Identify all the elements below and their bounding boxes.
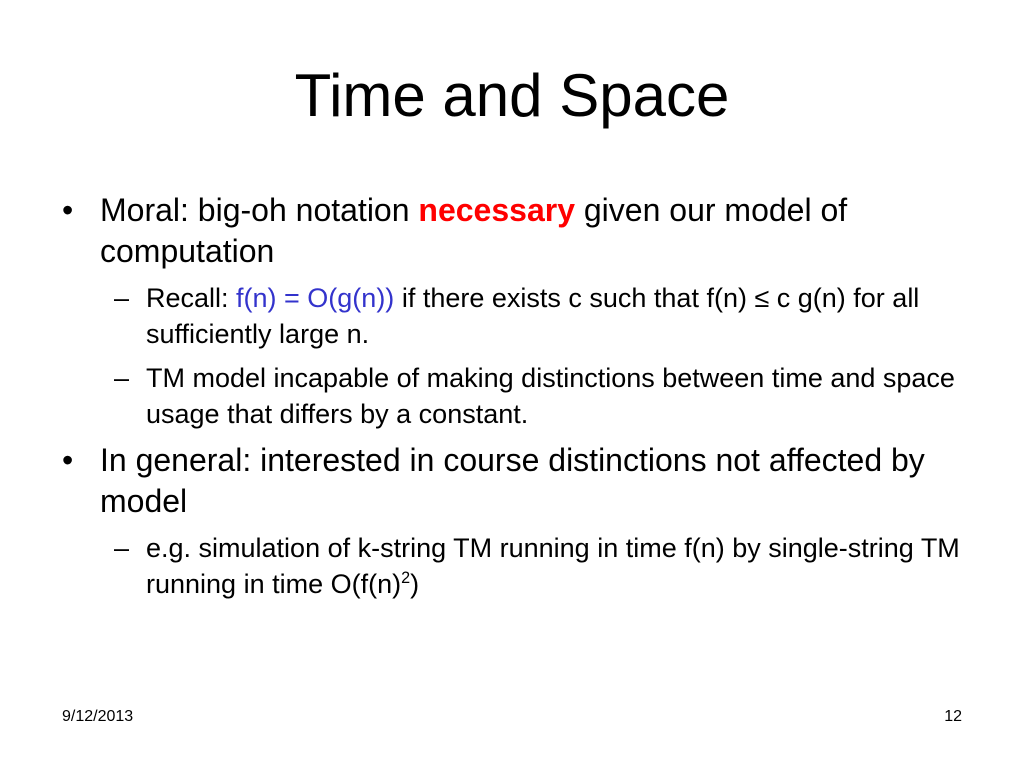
subbullet-item-recall xyxy=(62,280,962,352)
bullet-text-before: Moral: big-oh notation xyxy=(100,192,419,228)
subbullet-text: TM model incapable of making distinctions between time and space usage that differs by a constant. xyxy=(146,363,955,429)
footer-date: 9/12/2013 xyxy=(62,708,134,725)
subbullet-text-after: ) xyxy=(410,569,420,599)
subbullet-suffix: if there exists c such that f(n) ≤ c g(n) for all sufficiently large n. xyxy=(146,283,920,349)
emphasis-text: necessary xyxy=(418,192,575,228)
formula-text: f(n) = O(g(n)) xyxy=(236,283,395,313)
subbullet-item-simulation xyxy=(62,530,962,602)
subbullet-text-before: e.g. simulation of k-string TM running in time f(n) by single-string TM running in time O(f(n) xyxy=(146,533,960,599)
dash-icon: – xyxy=(114,283,130,313)
subbullet-item-tm-model xyxy=(62,360,962,432)
bullet-item-in-general xyxy=(62,440,962,522)
dash-icon: – xyxy=(114,363,130,393)
slide-body xyxy=(62,190,962,610)
bullet-text: In general: interested in course distinctions not affected by model xyxy=(100,442,925,519)
bullet-icon: • xyxy=(62,192,74,228)
subbullet-prefix: Recall: xyxy=(146,283,237,313)
superscript-text: 2 xyxy=(401,569,411,587)
bullet-icon: • xyxy=(62,442,74,478)
bullet-item-moral xyxy=(62,190,962,272)
footer-page-number: 12 xyxy=(944,708,962,725)
bullet-text-after: given our model of computation xyxy=(100,192,848,269)
slide-title: Time and Space xyxy=(294,62,730,129)
dash-icon: – xyxy=(114,533,130,563)
